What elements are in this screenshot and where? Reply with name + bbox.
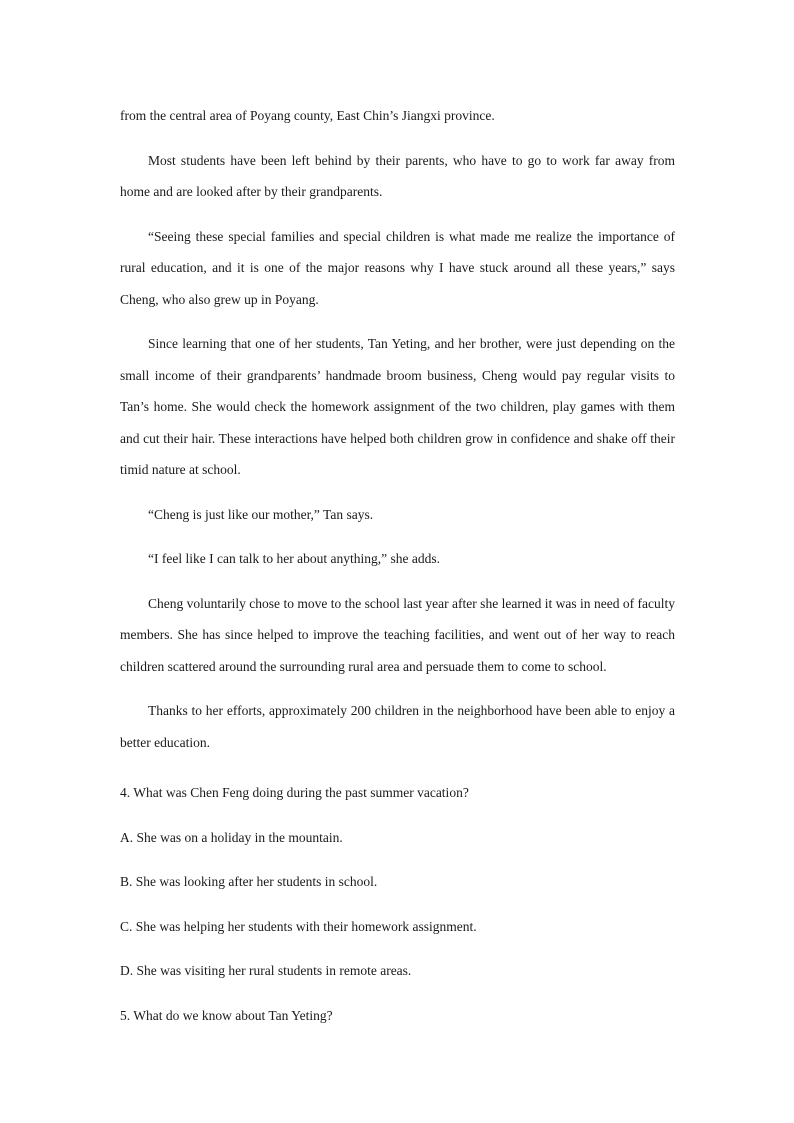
passage-paragraph: “Cheng is just like our mother,” Tan says. xyxy=(148,506,374,522)
passage-paragraph: Most students have been left behind by their parents, who have to go to work far away from home and are looked after by their grandparents. xyxy=(120,152,675,199)
passage-paragraph: “I feel like I can talk to her about anything,” she adds. xyxy=(148,551,441,566)
question-stem: 4. What was Chen Feng doing during the past summer vacation? xyxy=(120,785,469,800)
question-5 xyxy=(120,994,675,1039)
passage-paragraph: Since learning that one of her students, Tan Yeting, and her brother, were just depending on the small income of their grandparents’ handmade broom business, Cheng would pay regular visits to Tan’s home. She would check the homework assignment of the two children, play games with them and cut their hair. These interactions have helped both children grow in confidence and shake off their timid nature at school. xyxy=(120,336,675,477)
option-a: A. She was on a holiday in the mountain. xyxy=(120,829,343,845)
passage-paragraph: Cheng voluntarily chose to move to the school last year after she learned it was in need of faculty members. She has since helped to improve the teaching facilities, and went out of her way to reach children scattered around the surrounding rural area and persuade them to come to school. xyxy=(120,595,675,674)
option-c: C. She was helping her students with their homework assignment. xyxy=(120,918,477,934)
question-stem: 5. What do we know about Tan Yeting? xyxy=(120,1007,333,1023)
document-page xyxy=(120,100,675,1038)
passage-paragraph: “Seeing these special families and special children is what made me realize the importance of rural education, and it is one of the major reasons why I have stuck around all these years,” says Cheng, who also grew up in Poyang. xyxy=(120,228,675,307)
option-d: D. She was visiting her rural students in remote areas. xyxy=(120,963,412,978)
passage-paragraph: Thanks to her efforts, approximately 200 children in the neighborhood have been able to enjoy a better education. xyxy=(120,703,675,750)
passage-lead-line: from the central area of Poyang county, East Chin’s Jiangxi province. xyxy=(120,108,495,123)
question-4 xyxy=(120,771,675,994)
option-b: B. She was looking after her students in school. xyxy=(120,874,378,889)
